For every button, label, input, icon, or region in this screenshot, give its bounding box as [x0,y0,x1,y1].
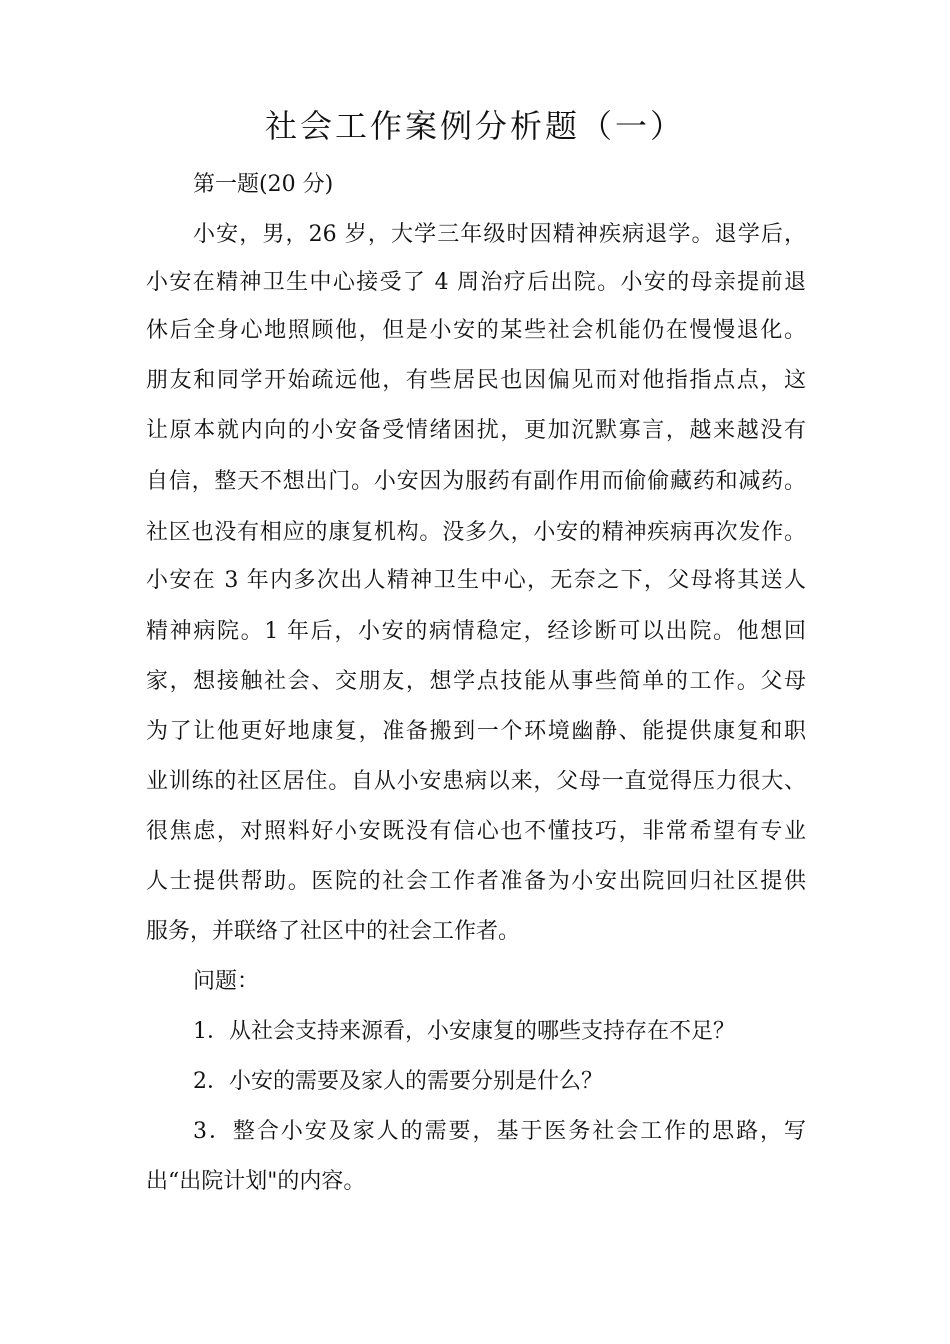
document-title: 社会工作案例分析题（一） [264,107,685,145]
paragraph-line: 小安在 3 年内多次出人精神卫生中心，无奈之下，父母将其送人 [146,568,806,593]
question-3-line: 3．整合小安及家人的需要，基于医务社会工作的思路，写 [193,1119,806,1144]
paragraph-line: 人士提供帮助。医院的社会工作者准备为小安出院回归社区提供 [146,869,806,894]
paragraph-line: 小安，男，26 岁，大学三年级时因精神疾病退学。退学后， [193,222,806,247]
paragraph-line: 朋友和同学开始疏远他，有些居民也因偏见而对他指指点点，这 [146,368,806,393]
paragraph-line: 休后全身心地照顾他，但是小安的某些社会机能仍在慢慢退化。 [146,318,806,343]
paragraph-line: 很焦虑，对照料好小安既没有信心也不懂技巧，非常希望有专业 [146,819,806,844]
paragraph-line: 小安在精神卫生中心接受了 4 周治疗后出院。小安的母亲提前退 [146,270,806,295]
paragraph-line: 为了让他更好地康复，准备搬到一个环境幽静、能提供康复和职 [146,719,806,744]
paragraph-line: 精神病院。1 年后，小安的病情稳定，经诊断可以出院。他想回 [146,619,806,644]
paragraph-line: 家，想接触社会、交朋友，想学点技能从事些简单的工作。父母 [146,669,806,694]
paragraph-line: 自信，整天不想出门。小安因为服药有副作用而偷偷藏药和减药。 [146,469,806,494]
question-3-line: 出“出院计划"的内容。 [146,1169,366,1194]
paragraph-line: 社区也没有相应的康复机构。没多久，小安的精神疾病再次发作。 [146,520,806,545]
paragraph-line: 业训练的社区居住。自从小安患病以来，父母一直觉得压力很大、 [146,769,806,794]
section-heading: 第一题(20 分) [193,172,334,197]
questions-heading: 问题： [193,969,260,994]
paragraph-line: 服务，并联络了社区中的社会工作者。 [146,919,521,944]
question-2: 2．小安的需要及家人的需要分别是什么？ [193,1069,603,1094]
question-1: 1．从社会支持来源看，小安康复的哪些支持存在不足？ [193,1019,735,1044]
paragraph-line: 让原本就内向的小安备受情绪困扰，更加沉默寡言，越来越没有 [146,418,806,443]
